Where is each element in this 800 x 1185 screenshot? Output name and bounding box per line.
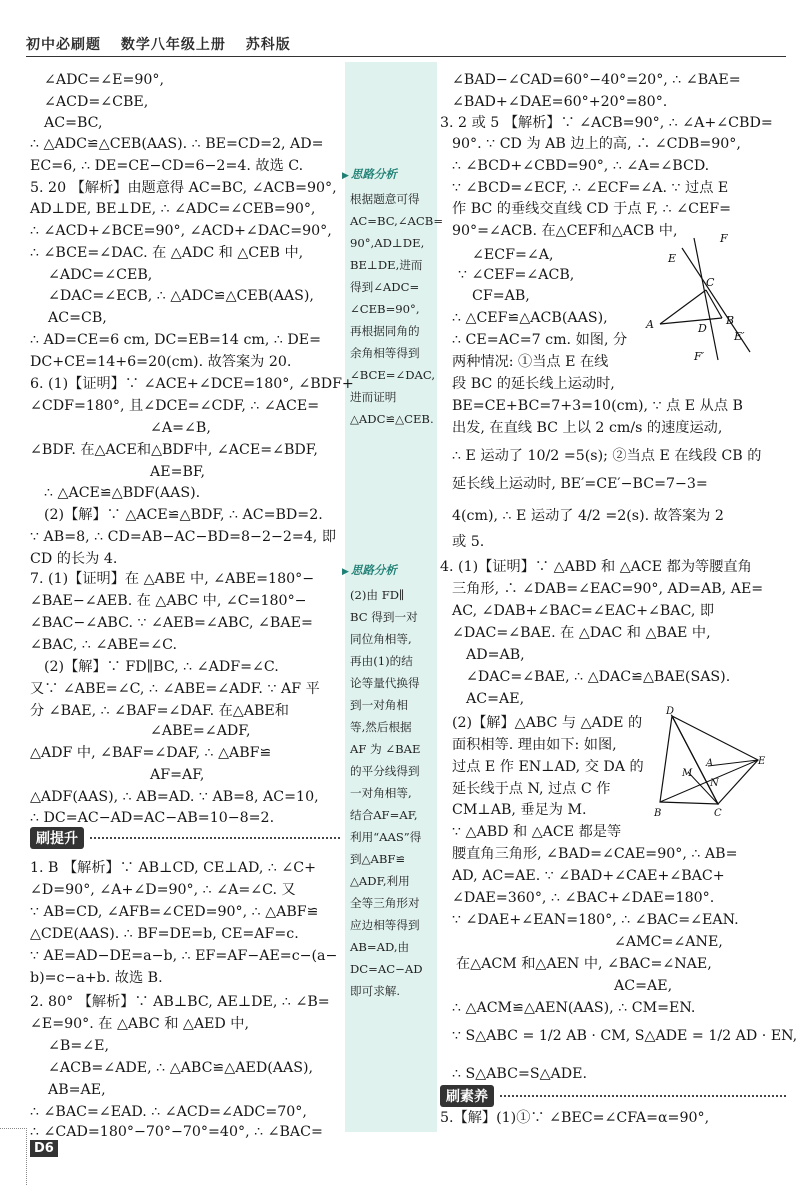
text-line: BE=CE+BC=7+3=10(cm), ∵ 点 E 从点 B — [452, 398, 743, 414]
figure-label: E — [758, 756, 766, 767]
text-line: ∴ ∠CAD=180°−70°−70°=40°, ∴ ∠BAC= — [30, 1124, 323, 1140]
text-line: 在△ACM 和△AEN 中, ∠BAC=∠NAE, — [456, 956, 712, 972]
text-line: 两种情况: ①当点 E 在线 — [452, 354, 609, 370]
text-line: AF=AF, — [150, 767, 205, 783]
text-line: 4. (1)【证明】∵ △ABD 和 △ACE 都为等腰直角 — [440, 559, 752, 575]
sidebar-line: △ADC≌△CEB. — [350, 412, 434, 426]
band-label-left: 刷提升 — [30, 827, 84, 849]
text-line: 90°. ∵ CD 为 AB 边上的高, ∴ ∠CDB=90°, — [452, 136, 741, 152]
text-line: 5. 20 【解析】由题意得 AC=BC, ∠ACB=90°, — [30, 180, 337, 196]
sidebar-line: BE⊥DE,进而 — [350, 258, 423, 272]
text-line: AE=BF, — [150, 464, 206, 480]
sidebar-line: 再由(1)的结 — [350, 654, 413, 668]
text-line: 三角形, ∴ ∠DAB=∠EAC=90°, AD=AB, AE= — [452, 581, 764, 597]
sidebar-line: ∠BCE=∠DAC, — [350, 368, 436, 382]
sidebar-line: 再根据同角的 — [350, 324, 420, 338]
sidebar-line: 得到∠ADC= — [350, 280, 420, 294]
sidebar-line: ∠CEB=90°, — [350, 302, 420, 316]
figure-label: B — [726, 314, 735, 327]
text-line: AB=AE, — [48, 1082, 106, 1098]
text-line: CD 的长为 4. — [30, 551, 118, 567]
sidebar-line: (2)由 FD∥ — [350, 588, 405, 602]
sidebar-line: 等,然后根据 — [350, 720, 412, 734]
series-name: 初中必刷题 — [26, 37, 101, 53]
figure-problem-4 — [648, 706, 768, 818]
text-line: 7. (1)【证明】在 △ABE 中, ∠ABE=180°− — [30, 571, 315, 587]
text-line: 延长线于点 N, 过点 C 作 — [452, 781, 611, 797]
text-line: AC=BC, — [44, 115, 103, 131]
sidebar-line: 一对角相等, — [350, 786, 412, 800]
text-line: ∵ AB=8, ∴ CD=AB−AC−BD=8−2−2=4, 即 — [30, 529, 337, 545]
text-line: 作 BC 的垂线交直线 CD 于点 F, ∴ ∠CEF= — [452, 201, 732, 217]
figure-label: M — [682, 768, 693, 779]
text-line: DC+CE=14+6=20(cm). 故答案为 20. — [30, 354, 292, 370]
sidebar-line: DC=AC−AD — [350, 962, 423, 976]
text-line: ∠DAE=360°, ∴ ∠BAC+∠DAE=180°. — [452, 890, 715, 906]
sidebar-line: 结合AF=AF, — [350, 808, 418, 822]
text-line: ∴ E 运动了 10/2 =5(s); ②当点 E 在线段 CB 的 — [452, 448, 762, 464]
text-line: 5.【解】(1)①∵ ∠BEC=∠CFA=α=90°, — [440, 1110, 710, 1126]
figure-label: A — [706, 758, 714, 769]
text-line: ∴ AD=CE=6 cm, DC=EB=14 cm, ∴ DE= — [30, 332, 322, 348]
text-line: 2. 80° 【解析】∵ AB⊥BC, AE⊥DE, ∴ ∠B= — [30, 994, 330, 1010]
text-line: 延长线上运动时, BE′=CE′−BC=7−3= — [452, 476, 708, 492]
text-line: AC=AE, — [466, 691, 525, 707]
text-line: b)=c−a+b. 故选 B. — [30, 970, 163, 986]
text-line: ∠E=90°. 在 △ABC 和 △AED 中, — [30, 1016, 249, 1032]
sidebar-line: 到一对角相 — [350, 698, 408, 712]
text-line: ∠BAE−∠AEB. 在 △ABC 中, ∠C=180°− — [30, 593, 307, 609]
text-line: ∴ ∠BCE=∠DAC. 在 △ADC 和 △CEB 中, — [30, 245, 304, 261]
sidebar-line: 的平分线得到 — [350, 764, 420, 778]
text-line: 又∵ ∠ABE=∠C, ∴ ∠ABE=∠ADF. ∵ AF 平 — [30, 681, 320, 697]
text-line: ∵ ∠DAE+∠EAN=180°, ∴ ∠BAC=∠EAN. — [452, 912, 739, 928]
text-line: ∠BAC, ∴ ∠ABE=∠C. — [30, 637, 178, 653]
sidebar-line: 同位角相等, — [350, 632, 412, 646]
text-line: ∠BAD−∠CAD=60°−40°=20°, ∴ ∠BAE= — [452, 72, 741, 88]
text-line: AC=CB, — [48, 310, 107, 326]
figure-label: D — [666, 706, 675, 717]
text-line: ∠BDF. 在△ACE和△BDF中, ∠ACE=∠BDF, — [30, 442, 318, 458]
figure-label: F — [720, 232, 728, 245]
text-line: 或 5. — [452, 534, 485, 550]
text-line: ∠BAC−∠ABC. ∵ ∠AEB=∠ABC, ∠BAE= — [30, 615, 313, 631]
text-line: ∠ECF=∠A, — [472, 247, 554, 263]
figure-label: B — [654, 808, 662, 818]
text-line: ∴ △ACE≌△BDF(AAS). — [44, 485, 201, 501]
text-line: ∠DAC=∠BAE. 在 △DAC 和 △BAE 中, — [452, 625, 711, 641]
sidebar-line: AF 为 ∠BAE — [350, 742, 421, 756]
text-line: ∴ △ADC≌△CEB(AAS). ∴ BE=CD=2, AD= — [30, 136, 324, 152]
text-line: ∠ABE=∠ADF, — [150, 723, 251, 739]
text-line: ∠ADC=∠E=90°, — [44, 72, 165, 88]
sidebar-line: AC=BC,∠ACB= — [350, 214, 444, 228]
text-line: ∵ ∠CEF=∠ACB, — [458, 267, 575, 283]
text-line: ∠B=∠E, — [48, 1038, 109, 1054]
text-line: ∴ ∠BAC=∠EAD. ∴ ∠ACD=∠ADC=70°, — [30, 1104, 307, 1120]
text-line: 6. (1)【证明】∵ ∠ACE+∠DCE=180°, ∠BDF+ — [30, 376, 354, 392]
sidebar-title-2: ▶ 思路分析 — [342, 562, 397, 578]
figure-problem-3 — [642, 228, 792, 368]
text-line: EC=6, ∴ DE=CE−CD=6−2=4. 故选 C. — [30, 158, 304, 174]
text-line: AD=AB, — [466, 647, 525, 663]
text-line: △ADF 中, ∠BAF=∠DAF, ∴ △ABF≌ — [30, 745, 272, 761]
text-line: ∴ △CEF≌△ACB(AAS), — [452, 310, 608, 326]
text-line: CF=AB, — [472, 288, 530, 304]
figure-label: E — [668, 252, 677, 265]
text-line: ∠BAD+∠DAE=60°+20°=80°. — [452, 94, 668, 110]
text-line: ∠CDF=180°, 且∠DCE=∠CDF, ∴ ∠ACE= — [30, 398, 320, 414]
text-line: ∵ AB=CD, ∠AFB=∠CED=90°, ∴ △ABF≌ — [30, 904, 319, 920]
sidebar-title-1: ▶ 思路分析 — [342, 166, 397, 182]
text-line: (2)【解】∵ △ACE≌△BDF, ∴ AC=BD=2. — [44, 507, 323, 523]
text-line: ∠ADC=∠CEB, — [48, 267, 153, 283]
sidebar-line: 应边相等得到 — [350, 918, 420, 932]
text-line: 段 BC 的延长线上运动时, — [452, 376, 615, 392]
text-line: AD⊥DE, BE⊥DE, ∴ ∠ADC=∠CEB=90°, — [30, 201, 316, 217]
text-line: 过点 E 作 EN⊥AD, 交 DA 的 — [452, 759, 644, 775]
page-number: D6 — [30, 1140, 58, 1157]
text-line: 出发, 在直线 BC 上以 2 cm/s 的速度运动, — [452, 420, 723, 436]
figure-label: F′ — [694, 350, 705, 363]
sidebar-line: 全等三角形对 — [350, 896, 420, 910]
text-line: 1. B 【解析】∵ AB⊥CD, CE⊥AD, ∴ ∠C+ — [30, 860, 317, 876]
section-band-left — [30, 828, 340, 848]
text-line: ∴ ∠ACD+∠BCE=90°, ∠ACD+∠DAC=90°, — [30, 223, 332, 239]
text-line: △CDE(AAS). ∴ BF=DE=b, CE=AF=c. — [30, 926, 299, 942]
book-name: 数学八年级上册 — [120, 37, 226, 53]
text-line: ∴ S△ABC=S△ADE. — [452, 1066, 587, 1082]
text-line: ∠A=∠B, — [150, 420, 211, 436]
figure-label: C — [706, 276, 715, 289]
band-label-right: 刷素养 — [440, 1085, 494, 1107]
line-ac — [660, 290, 706, 324]
sidebar-line: 利用“AAS”得 — [350, 830, 422, 844]
text-line: ∠DAC=∠ECB, ∴ △ADC≌△CEB(AAS), — [48, 288, 314, 304]
sidebar-line: 到△ABF≌ — [350, 852, 406, 866]
sidebar-line: 根据题意可得 — [350, 192, 420, 206]
text-line: 分 ∠BAE, ∴ ∠BAF=∠DAF. 在△ABE和 — [30, 703, 289, 719]
sidebar-line: 90°,AD⊥DE, — [350, 236, 425, 250]
page-corner — [0, 1128, 27, 1185]
text-line: ∵ ∠BCD=∠ECF, ∴ ∠ECF=∠A. ∵ 过点 E — [452, 180, 729, 196]
header-rule — [26, 56, 786, 57]
text-line: AC, ∠DAB+∠BAC=∠EAC+∠BAC, 即 — [452, 603, 715, 619]
figure-label: C — [714, 808, 722, 818]
text-line: △ADF(AAS), ∴ AB=AD. ∵ AB=8, AC=10, — [30, 789, 319, 805]
sidebar-line: BC 得到一对 — [350, 610, 418, 624]
text-line: ∠AMC=∠ANE, — [614, 934, 723, 950]
text-line: AC=AE, — [614, 978, 673, 994]
figure-label: N — [710, 778, 719, 789]
text-line: (2)【解】∵ FD∥BC, ∴ ∠ADF=∠C. — [44, 659, 279, 675]
text-line: ∴ CE=AC=7 cm. 如图, 分 — [452, 332, 628, 348]
text-line: ∵ S△ABC = 1/2 AB · CM, S△ADE = 1/2 AD · EN, — [452, 1028, 798, 1044]
sidebar-line: 即可求解. — [350, 984, 401, 998]
text-line: 面积相等. 理由如下: 如图, — [452, 737, 617, 753]
section-band-right — [440, 1086, 786, 1106]
text-line: ∠ACB=∠ADE, ∴ △ABC≌△AED(AAS), — [48, 1060, 313, 1076]
text-line: ∴ ∠BCD+∠CBD=90°, ∴ ∠A=∠BCD. — [452, 158, 710, 174]
text-line: AD, AC=AE. ∵ ∠BAD+∠CAE+∠BAC+ — [452, 868, 725, 884]
figure-label: A — [646, 318, 654, 331]
text-line: (2)【解】△ABC 与 △ADE 的 — [452, 715, 643, 731]
sidebar-line: 论等量代换得 — [350, 676, 420, 690]
text-line: 3. 2 或 5 【解析】∵ ∠ACB=90°, ∴ ∠A+∠CBD= — [440, 115, 773, 131]
figure-label: E′ — [734, 330, 745, 343]
text-line: ∴ △ACM≌△AEN(AAS), ∴ CM=EN. — [452, 1000, 696, 1016]
line-ff — [694, 238, 718, 360]
line-ab — [660, 318, 722, 324]
band-dots — [500, 1095, 786, 1097]
edition-name: 苏科版 — [245, 37, 291, 53]
text-line: ∠D=90°, ∠A+∠D=90°, ∴ ∠A=∠C. 又 — [30, 882, 296, 898]
figure-label: D — [698, 322, 707, 335]
text-line: ∵ AE=AD−DE=a−b, ∴ EF=AF−AE=c−(a− — [30, 948, 338, 964]
text-line: ∵ △ABD 和 △ACE 都是等 — [452, 824, 622, 840]
sidebar-line: 余角相等得到 — [350, 346, 420, 360]
text-line: ∴ DC=AC−AD=AC−AB=10−8=2. — [30, 810, 275, 826]
text-line: ∠DAC=∠BAE, ∴ △DAC≌△BAE(SAS). — [466, 669, 731, 685]
running-header — [26, 34, 305, 54]
text-line: 90°=∠ACB. 在△CEF和△ACB 中, — [452, 223, 678, 239]
text-line: 4(cm), ∴ E 运动了 4/2 =2(s). 故答案为 2 — [452, 508, 724, 524]
band-dots — [90, 837, 340, 839]
text-line: CM⊥AB, 垂足为 M. — [452, 802, 587, 818]
text-line: ∠ACD=∠CBE, — [44, 94, 149, 110]
sidebar-line: △ADF,利用 — [350, 874, 410, 888]
sidebar-line: 进而证明 — [350, 390, 397, 404]
text-line: 腰直角三角形, ∠BAD=∠CAE=90°, ∴ AB= — [452, 846, 738, 862]
sidebar-line: AB=AD,由 — [350, 940, 410, 954]
